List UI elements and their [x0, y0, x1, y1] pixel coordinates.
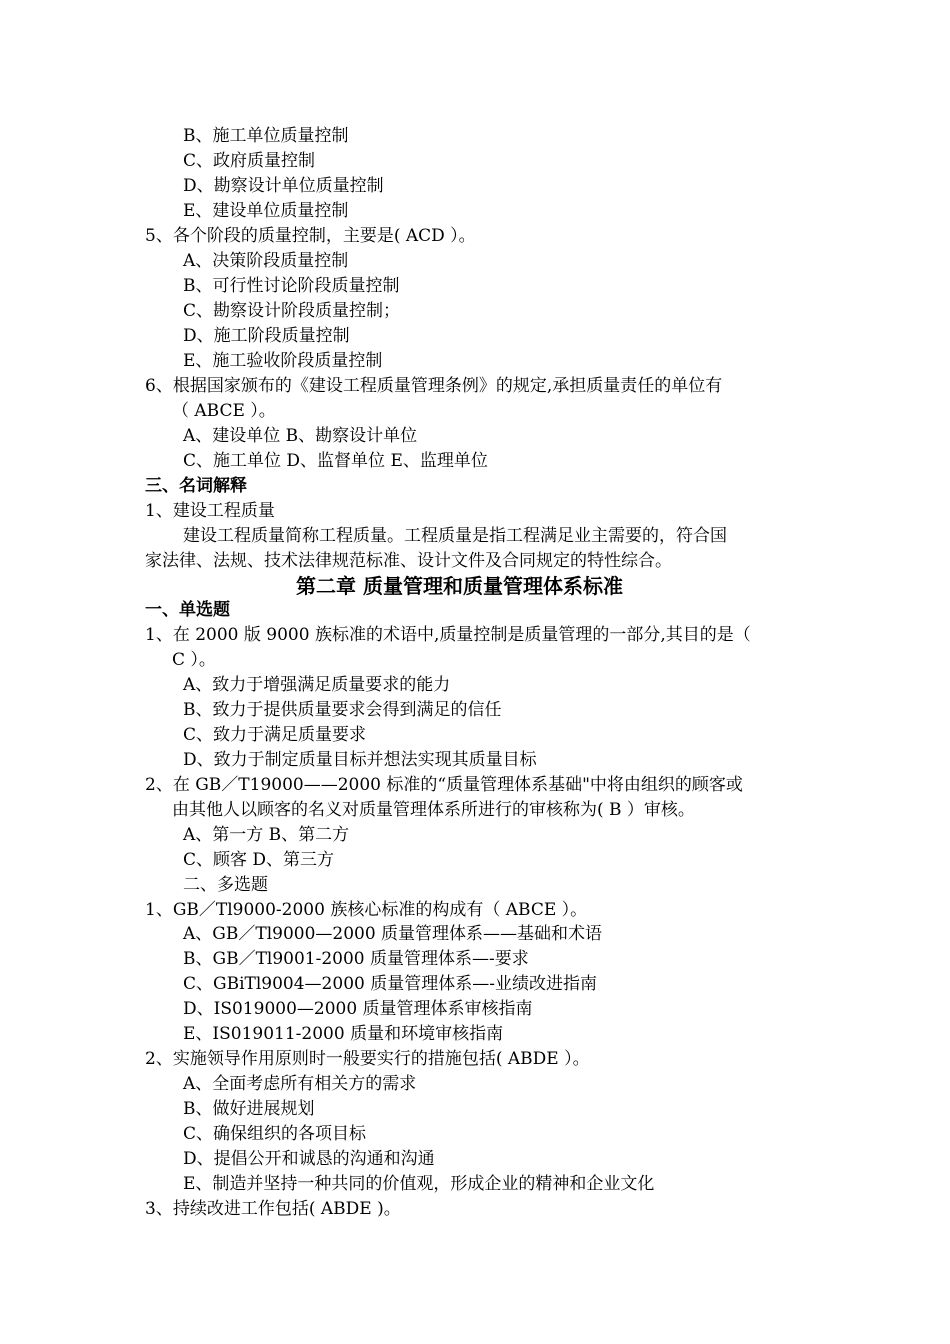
- option-line: A、GB／Tl9000—2000 质量管理体系——基础和术语: [183, 924, 603, 944]
- term-title: 1、建设工程质量: [145, 501, 275, 521]
- section-heading: 三、名词解释: [145, 476, 247, 496]
- option-line: C、政府质量控制: [183, 151, 316, 171]
- option-line: C、致力于满足质量要求: [183, 725, 367, 745]
- question-line: 2、在 GB／T19000——2000 标准的“质量管理体系基础"中将由组织的顾客或: [145, 775, 743, 795]
- question-line: 3、持续改进工作包括( ABDE )。: [145, 1199, 401, 1219]
- question-continuation: （ ABCE ）。: [172, 401, 276, 421]
- question-line: 5、各个阶段的质量控制，主要是( ACD ）。: [145, 226, 476, 246]
- question-line: 2、实施领导作用原则时一般要实行的措施包括( ABDE ）。: [145, 1049, 590, 1069]
- option-line: E、施工验收阶段质量控制: [183, 351, 383, 371]
- option-line: A、建设单位 B、勘察设计单位: [183, 426, 418, 446]
- question-line: 6、根据国家颁布的《建设工程质量管理条例》的规定,承担质量责任的单位有: [145, 376, 723, 396]
- option-line: C、勘察设计阶段质量控制；: [183, 301, 401, 321]
- option-line: D、勘察设计单位质量控制: [183, 176, 384, 196]
- option-line: D、IS019000—2000 质量管理体系审核指南: [183, 999, 533, 1019]
- option-line: B、施工单位质量控制: [183, 126, 349, 146]
- option-line: E、制造并坚持一种共同的价值观，形成企业的精神和企业文化: [183, 1174, 655, 1194]
- option-line: A、致力于增强满足质量要求的能力: [183, 675, 451, 695]
- option-line: C、施工单位 D、监督单位 E、监理单位: [183, 451, 488, 471]
- option-line: A、决策阶段质量控制: [183, 251, 349, 271]
- chapter-title: 第二章 质量管理和质量管理体系标准: [296, 574, 623, 598]
- option-line: A、全面考虑所有相关方的需求: [183, 1074, 417, 1094]
- section-heading: 一、单选题: [145, 600, 230, 620]
- question-line: 1、GB／Tl9000-2000 族核心标准的构成有（ ABCE ）。: [145, 900, 588, 920]
- option-line: A、第一方 B、第二方: [183, 825, 350, 845]
- option-line: B、致力于提供质量要求会得到满足的信任: [183, 700, 502, 720]
- paragraph-line: 家法律、法规、技术法律规范标准、设计文件及合同规定的特性综合。: [145, 551, 672, 571]
- option-line: B、GB／Tl9001-2000 质量管理体系—-要求: [183, 949, 529, 969]
- option-line: E、IS019011-2000 质量和环境审核指南: [183, 1024, 504, 1044]
- question-continuation: 由其他人以顾客的名义对质量管理体系所进行的审核称为( B ）审核。: [172, 800, 695, 820]
- option-line: B、做好进展规划: [183, 1099, 315, 1119]
- question-continuation: C ）。: [172, 650, 216, 670]
- option-line: B、可行性讨论阶段质量控制: [183, 276, 400, 296]
- option-line: C、GBiTl9004—2000 质量管理体系—-业绩改进指南: [183, 974, 597, 994]
- question-line: 1、在 2000 版 9000 族标准的术语中,质量控制是质量管理的一部分,其目的是（: [145, 625, 751, 645]
- option-line: D、致力于制定质量目标并想法实现其质量目标: [183, 750, 537, 770]
- option-line: C、确保组织的各项目标: [183, 1124, 367, 1144]
- section-heading: 二、多选题: [183, 875, 268, 895]
- option-line: C、顾客 D、第三方: [183, 850, 335, 870]
- option-line: D、提倡公开和诚恳的沟通和沟通: [183, 1149, 435, 1169]
- option-line: D、施工阶段质量控制: [183, 326, 350, 346]
- paragraph-line: 建设工程质量简称工程质量。工程质量是指工程满足业主需要的，符合国: [183, 526, 727, 546]
- option-line: E、建设单位质量控制: [183, 201, 349, 221]
